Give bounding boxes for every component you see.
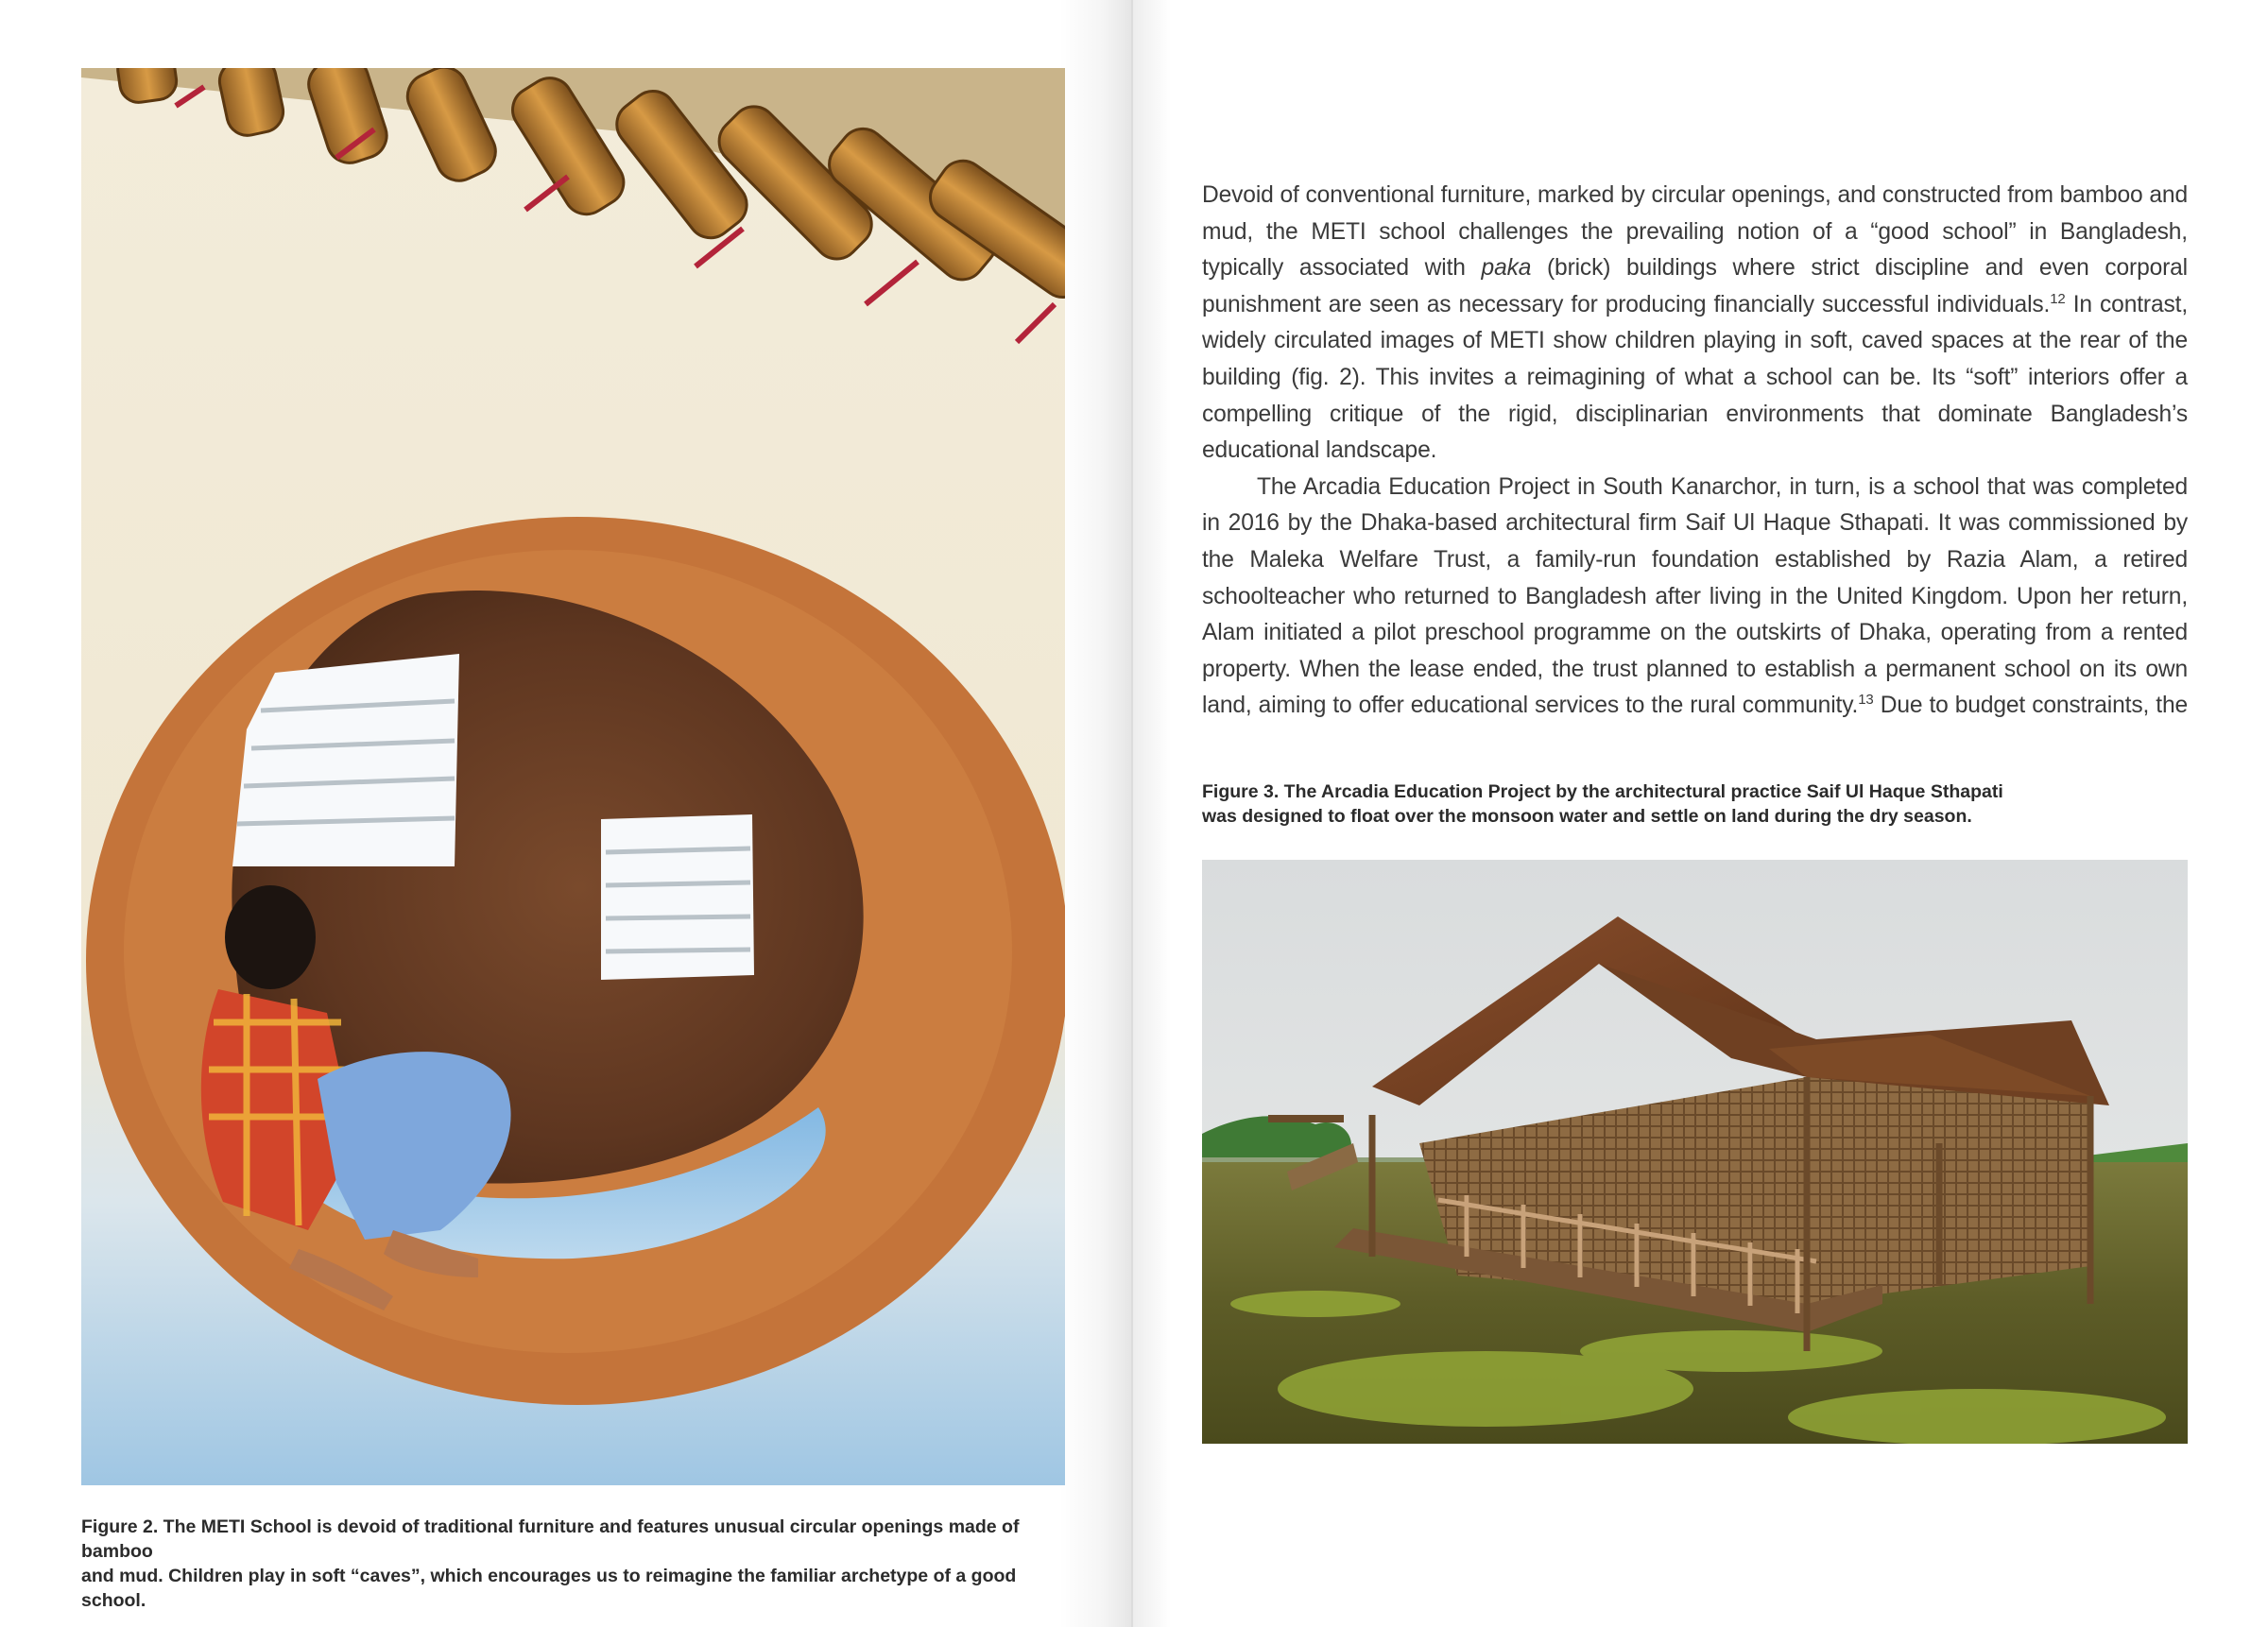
photo-boy-in-circular-mud-opening-icon — [81, 68, 1065, 1485]
figure-3-caption-line-1: Figure 3. The Arcadia Education Project by the architectural practice Saif Ul Haque Sthapati — [1202, 781, 2003, 802]
italic-term-paka: paka — [1481, 255, 1532, 282]
figure-3-photo — [1202, 860, 2188, 1444]
paragraph-1-part-3: In contrast, widely circulated images of METI show children playing in soft, caved spaces at the rear of the building (fig. 2). This invites a reimagining of what a school can be. Its “soft” interiors offer a compelling critique of the rigid, disciplinarian environments that dominate Bangladesh’s educational landscape. — [1202, 291, 2189, 464]
body-text — [1202, 178, 2188, 725]
paragraph-1-part-1: Devoid of conventional furniture, marked by circular openings, and constructed from bamboo and mud, the METI school challenges the prevailing notion of a “good school” in Bangladesh, typically associated with — [1202, 182, 2188, 282]
paragraph-1-part-2: (brick) buildings where strict discipline and even corporal punishment are seen as necessary for producing financially successful individuals. — [1202, 255, 2189, 317]
paragraph-2-part-2: Due to budget constraints, the — [1873, 693, 2188, 719]
paragraph-1 — [1202, 178, 2188, 470]
photo-floating-bamboo-school-icon — [1202, 860, 2188, 1444]
figure-2-caption-line-2: and mud. Children play in soft “caves”, which encourages us to reimagine the familiar archetype of a good school. — [81, 1566, 1017, 1611]
figure-2-photo — [81, 68, 1065, 1485]
book-gutter-shadow — [1058, 0, 1132, 1627]
figure-3-caption — [1202, 779, 2053, 829]
paragraph-2-part-1: The Arcadia Education Project in South Kanarchor, in turn, is a school that was completed in 2016 by the Dhaka-based architectural firm Saif Ul Haque Sthapati. It was commissioned by the Maleka Welfare Trust, a family-run foundation established by Razia Alam, a retired schoolteacher who returned to Bangladesh after living in the United Kingdom. Upon her return, Alam initiated a pilot preschool programme on the outskirts of Dhaka, operating from a rented property. When the lease ended, the trust planned to establish a permanent school on its own land, aiming to offer educational services to the rural community. — [1202, 473, 2188, 719]
figure-3-caption-line-2: was designed to float over the monsoon water and settle on land during the dry season. — [1202, 806, 1972, 827]
book-gutter-shadow-right — [1133, 0, 1171, 1627]
figure-2-caption — [81, 1515, 1083, 1613]
footnote-ref-13[interactable]: 13 — [1858, 692, 1874, 709]
footnote-ref-12[interactable]: 12 — [2050, 290, 2066, 307]
figure-2-caption-line-1: Figure 2. The METI School is devoid of traditional furniture and features unusual circular openings made of bamboo — [81, 1516, 1020, 1562]
paragraph-2 — [1202, 470, 2188, 725]
